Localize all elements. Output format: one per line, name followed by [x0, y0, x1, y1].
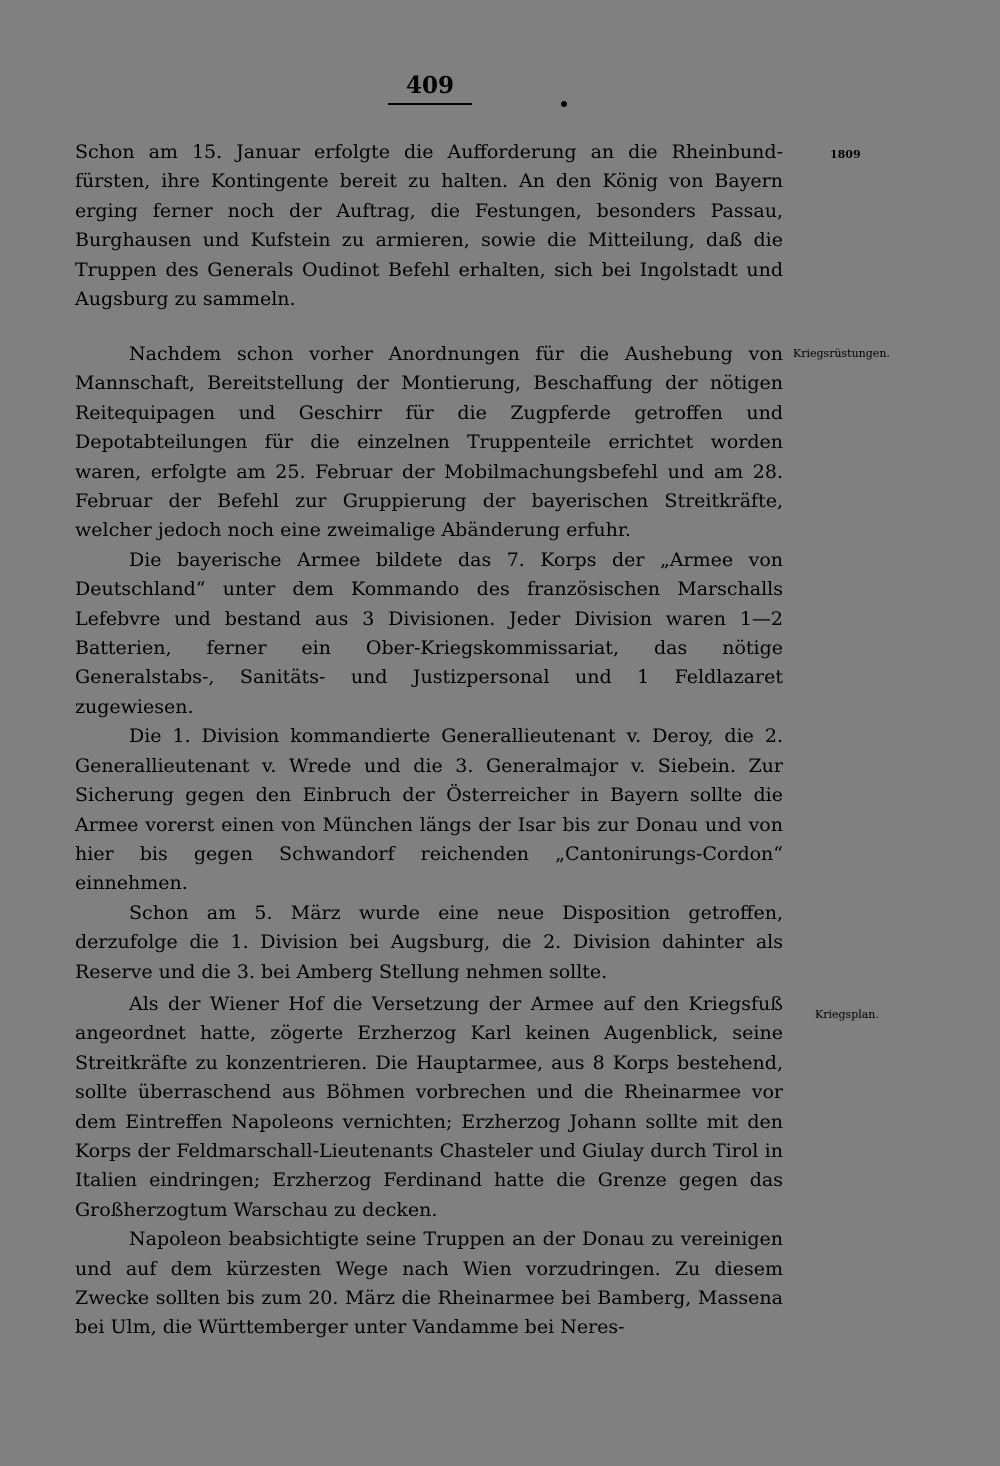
header-dot — [561, 101, 567, 107]
text-block-3 — [75, 990, 783, 1343]
paragraph-5: Schon am 5. März wurde eine neue Disposition getroffen, derzufolge die 1. Division bei Augsburg, die 2. Division dahinter als Reserve und die 3. bei Amberg Stellung nehmen sollte. — [75, 901, 783, 983]
paragraph-2: Nachdem schon vorher Anordnungen für die Aushebung von Mannschaft, Bereitstellung der Montierung, Beschaffung der nötigen Reitequipagen und Geschirr für die Zugpferde getroffen und Depotabteilungen für die einzelnen Truppenteile errichtet worden waren, erfolgte am 25. Februar der Mobilmachungsbefehl und am 28. Februar der Befehl zur Gruppierung der bayerischen Streitkräfte, welcher jedoch noch eine zweimalige Abänderung erfuhr. — [75, 343, 783, 542]
header-rule — [388, 103, 472, 105]
margin-note-year: 1809 — [830, 148, 861, 161]
paragraph-6: Als der Wiener Hof die Versetzung der Armee auf den Kriegsfuß angeordnet hatte, zögerte Erzherzog Karl keinen Augenblick, seine Streitkräfte zu konzentrieren. Die Hauptarmee, aus 8 Korps bestehend, sollte überraschend aus Böhmen vorbrechen und die Rheinarmee vor dem Eintreffen Napoleons vernichten; Erzherzog Johann sollte mit den Korps der Feldmarschall-Lieutenants Chasteler und Giulay durch Tirol in Italien eindringen; Erzherzog Ferdinand hatte die Grenze gegen das Großherzogtum Warschau zu decken. — [75, 993, 783, 1221]
paragraph-7: Napoleon beabsichtigte seine Truppen an der Donau zu vereinigen und auf dem kürzesten Wege nach Wien vorzudringen. Zu diesem Zwecke sollten bis zum 20. März die Rheinarmee bei Bamberg, Massena bei Ulm, die Württemberger unter Vandamme bei Neres- — [75, 1228, 783, 1339]
page-number: 409 — [405, 72, 454, 99]
paragraph-4: Die 1. Division kommandierte Generallieutenant v. Deroy, die 2. Generallieutenant v. Wrede und die 3. Generalmajor v. Siebein. Zur Sicherung gegen den Einbruch der Österreicher in Bayern sollte die Armee vorerst einen von München längs der Isar bis zur Donau und von hier bis gegen Schwandorf reichenden „Cantonirungs-Cordon“ einnehmen. — [75, 725, 783, 895]
text-block-1 — [75, 138, 783, 314]
text-block-2 — [75, 340, 783, 987]
paragraph-1: Schon am 15. Januar erfolgte die Aufforderung an die Rheinbund-fürsten, ihre Kontingente bereit zu halten. An den König von Bayern erging ferner noch der Auftrag, die Festungen, besonders Passau, Burghausen und Kufstein zu armieren, sowie die Mitteilung, daß die Truppen des Generals Oudinot Befehl erhalten, sich bei Ingolstadt und Augsburg zu sammeln. — [75, 141, 783, 311]
margin-note-kriegsruestungen: Kriegsrüstungen. — [793, 347, 890, 360]
paragraph-3: Die bayerische Armee bildete das 7. Korps der „Armee von Deutschland“ unter dem Kommando des französischen Marschalls Lefebvre und bestand aus 3 Divisionen. Jeder Division waren 1—2 Batterien, ferner ein Ober-Kriegskommissariat, das nötige Generalstabs-, Sanitäts- und Justizpersonal und 1 Feldlazaret zugewiesen. — [75, 548, 783, 718]
margin-note-kriegsplan: Kriegsplan. — [815, 1008, 879, 1021]
